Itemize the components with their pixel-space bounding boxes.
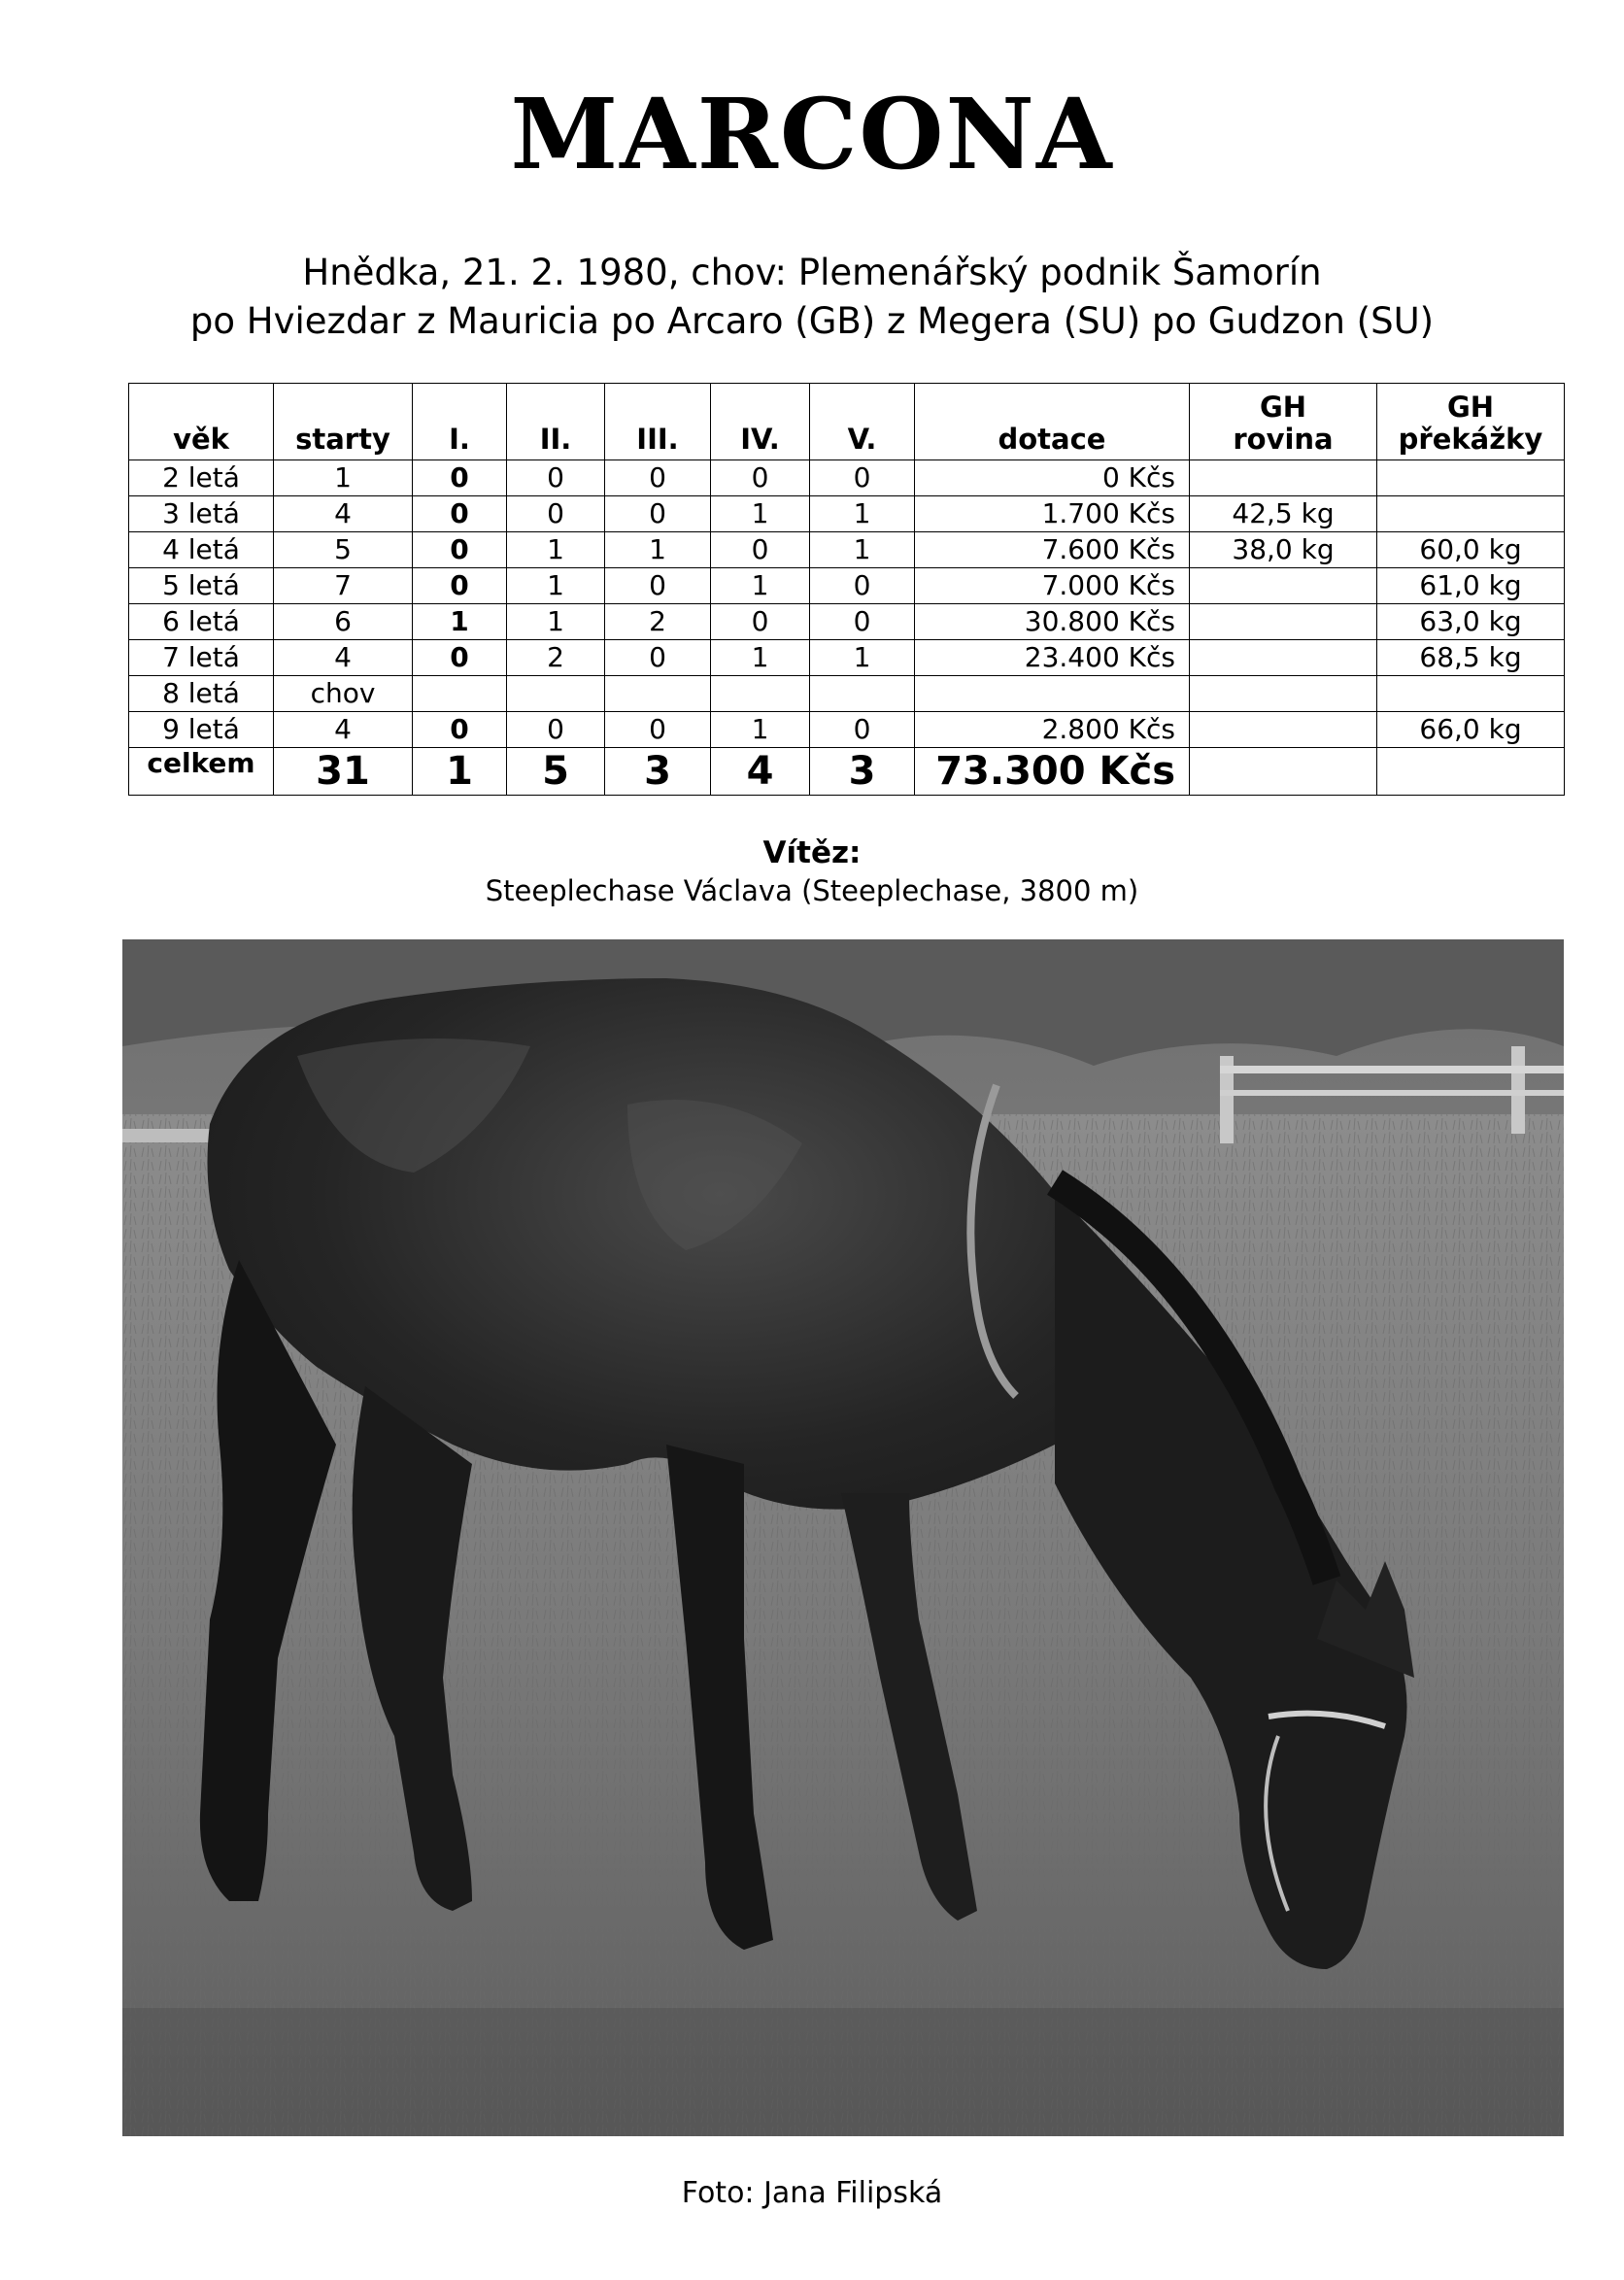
- cell-place-4: 1: [711, 496, 810, 532]
- page-title: MARCONA: [510, 77, 1114, 191]
- cell-place-5: 0: [810, 460, 915, 496]
- cell-starts: 1: [274, 460, 413, 496]
- cell-place-3: [605, 676, 711, 712]
- header-age: věk: [129, 384, 274, 460]
- cell-gh-jump: [1377, 676, 1565, 712]
- cell-gh-jump: [1377, 460, 1565, 496]
- cell-place-1: 0: [413, 712, 507, 748]
- horse-grazing-illustration: [122, 939, 1564, 2136]
- cell-gh-flat: [1190, 712, 1377, 748]
- cell-place-5: 0: [810, 712, 915, 748]
- table-row: [129, 712, 1565, 748]
- cell-place-1: 0: [413, 532, 507, 568]
- cell-gh-jump: 66,0 kg: [1377, 712, 1565, 748]
- cell-place-2: 0: [507, 712, 605, 748]
- total-label: celkem: [129, 748, 274, 796]
- total-place-1: 1: [413, 748, 507, 796]
- cell-place-1: 1: [413, 604, 507, 640]
- total-starts: 31: [274, 748, 413, 796]
- cell-prize: 23.400 Kčs: [915, 640, 1190, 676]
- cell-place-2: 0: [507, 496, 605, 532]
- header-place-4: IV.: [711, 384, 810, 460]
- horse-photo: [122, 939, 1564, 2136]
- total-prize: 73.300 Kčs: [915, 748, 1190, 796]
- cell-prize: [915, 676, 1190, 712]
- cell-gh-flat: [1190, 568, 1377, 604]
- total-gh-flat: [1190, 748, 1377, 796]
- cell-starts: 6: [274, 604, 413, 640]
- cell-place-2: 1: [507, 568, 605, 604]
- cell-place-5: 1: [810, 496, 915, 532]
- header-gh-flat-top: GH: [1259, 391, 1307, 424]
- cell-prize: 30.800 Kčs: [915, 604, 1190, 640]
- header-gh-flat: [1190, 384, 1377, 460]
- header-place-5: V.: [810, 384, 915, 460]
- table-row: [129, 676, 1565, 712]
- header-gh-jump: [1377, 384, 1565, 460]
- cell-place-2: 1: [507, 532, 605, 568]
- table-row: [129, 604, 1565, 640]
- cell-place-5: 0: [810, 568, 915, 604]
- cell-place-1: 0: [413, 460, 507, 496]
- cell-place-3: 0: [605, 568, 711, 604]
- cell-age: 4 letá: [129, 532, 274, 568]
- cell-age: 8 letá: [129, 676, 274, 712]
- cell-starts: 5: [274, 532, 413, 568]
- cell-gh-flat: [1190, 460, 1377, 496]
- total-gh-jump: [1377, 748, 1565, 796]
- table-row: [129, 532, 1565, 568]
- cell-starts: 4: [274, 640, 413, 676]
- header-place-2: II.: [507, 384, 605, 460]
- cell-place-3: 0: [605, 712, 711, 748]
- cell-place-3: 1: [605, 532, 711, 568]
- cell-gh-flat: [1190, 604, 1377, 640]
- cell-place-4: [711, 676, 810, 712]
- photo-caption: Foto: Jana Filipská: [681, 2176, 943, 2210]
- cell-place-2: 1: [507, 604, 605, 640]
- cell-gh-flat: [1190, 640, 1377, 676]
- table-total-row: [129, 748, 1565, 796]
- cell-place-1: [413, 676, 507, 712]
- cell-place-4: 0: [711, 604, 810, 640]
- total-place-5: 3: [810, 748, 915, 796]
- cell-place-1: 0: [413, 496, 507, 532]
- cell-place-3: 0: [605, 460, 711, 496]
- race-statistics-table: [128, 383, 1565, 796]
- table-row: [129, 460, 1565, 496]
- cell-place-5: [810, 676, 915, 712]
- cell-starts: 4: [274, 496, 413, 532]
- cell-place-1: 0: [413, 568, 507, 604]
- cell-prize: 2.800 Kčs: [915, 712, 1190, 748]
- cell-place-4: 1: [711, 568, 810, 604]
- cell-gh-flat: 38,0 kg: [1190, 532, 1377, 568]
- cell-age: 3 letá: [129, 496, 274, 532]
- header-gh-jump-top: GH: [1446, 391, 1495, 424]
- cell-age: 9 letá: [129, 712, 274, 748]
- cell-prize: 7.600 Kčs: [915, 532, 1190, 568]
- header-starts: starty: [274, 384, 413, 460]
- header-gh-flat-bottom: rovina: [1233, 423, 1334, 456]
- cell-prize: 0 Kčs: [915, 460, 1190, 496]
- winner-race: Steeplechase Václava (Steeplechase, 3800 m): [485, 874, 1139, 907]
- table-header-row: [129, 384, 1565, 460]
- cell-place-5: 0: [810, 604, 915, 640]
- cell-gh-flat: 42,5 kg: [1190, 496, 1377, 532]
- cell-place-3: 2: [605, 604, 711, 640]
- cell-gh-jump: 61,0 kg: [1377, 568, 1565, 604]
- header-gh-jump-bottom: překážky: [1398, 423, 1543, 456]
- cell-age: 5 letá: [129, 568, 274, 604]
- cell-starts: 4: [274, 712, 413, 748]
- total-place-3: 3: [605, 748, 711, 796]
- cell-place-3: 0: [605, 496, 711, 532]
- cell-place-5: 1: [810, 640, 915, 676]
- cell-prize: 7.000 Kčs: [915, 568, 1190, 604]
- cell-gh-jump: 60,0 kg: [1377, 532, 1565, 568]
- cell-place-4: 1: [711, 712, 810, 748]
- horse-description: Hnědka, 21. 2. 1980, chov: Plemenářský podnik Šamorín: [302, 252, 1322, 293]
- cell-age: 2 letá: [129, 460, 274, 496]
- header-prize: dotace: [915, 384, 1190, 460]
- cell-place-2: [507, 676, 605, 712]
- cell-gh-flat: [1190, 676, 1377, 712]
- cell-gh-jump: 68,5 kg: [1377, 640, 1565, 676]
- total-place-4: 4: [711, 748, 810, 796]
- header-place-3: III.: [605, 384, 711, 460]
- cell-place-4: 0: [711, 532, 810, 568]
- total-place-2: 5: [507, 748, 605, 796]
- header-place-1: I.: [413, 384, 507, 460]
- table-row: [129, 568, 1565, 604]
- cell-prize: 1.700 Kčs: [915, 496, 1190, 532]
- winner-heading: Vítěz:: [762, 835, 862, 870]
- cell-place-2: 2: [507, 640, 605, 676]
- cell-gh-jump: 63,0 kg: [1377, 604, 1565, 640]
- cell-age: 7 letá: [129, 640, 274, 676]
- cell-starts: 7: [274, 568, 413, 604]
- cell-place-5: 1: [810, 532, 915, 568]
- horse-pedigree: po Hviezdar z Mauricia po Arcaro (GB) z Megera (SU) po Gudzon (SU): [189, 300, 1435, 342]
- cell-place-4: 0: [711, 460, 810, 496]
- cell-place-2: 0: [507, 460, 605, 496]
- cell-starts: chov: [274, 676, 413, 712]
- cell-age: 6 letá: [129, 604, 274, 640]
- table-row: [129, 640, 1565, 676]
- table-row: [129, 496, 1565, 532]
- cell-place-1: 0: [413, 640, 507, 676]
- cell-gh-jump: [1377, 496, 1565, 532]
- cell-place-4: 1: [711, 640, 810, 676]
- cell-place-3: 0: [605, 640, 711, 676]
